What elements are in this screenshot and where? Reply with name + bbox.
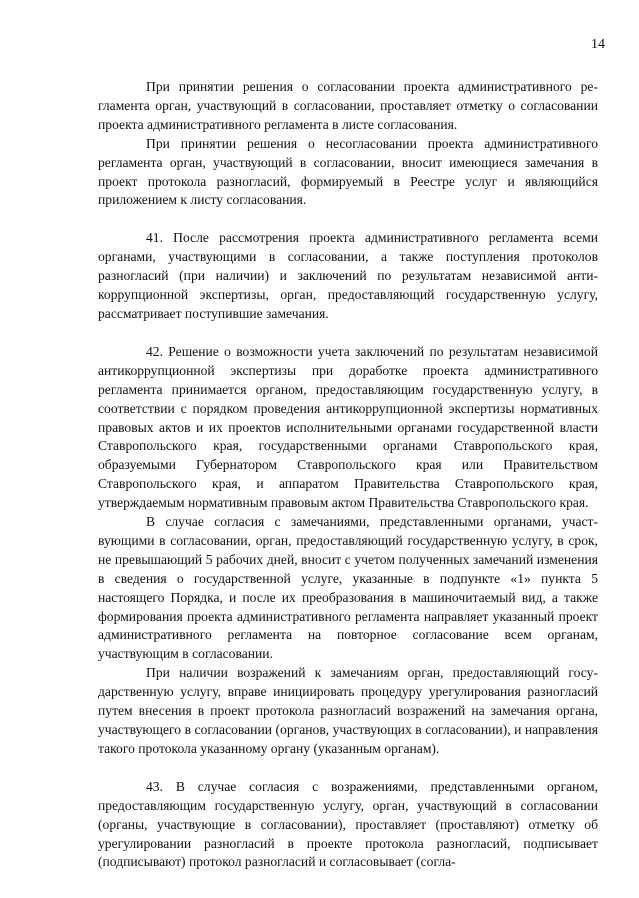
paragraph-gap: [98, 759, 598, 778]
paragraph-agreement-with-remarks: В случае согласия с замечаниями, представленными органами, участвующими в согласовании, орган, предоставляющий государственную услугу, в срок, не превышающий 5 рабочих дней, вносит с учетом полученных замечаний изменения в сведения о государственной услуге, указанные в подпункте «1» пункта 5 настоящего Порядка, и после их преобразования в машиночитаемый вид, а также формирования проекта административного регламента направляет указанный проект административного регламента на повторное согласование всем органам, участвующим в согласовании.: [98, 514, 598, 662]
paragraph-clause-41: 41. После рассмотрения проекта административного регламента всеми органами, участвующими в согласовании, а также поступления протоколов разногласий (при наличии) и заключений по результатам независимой антикоррупционной экспертизы, орган, предоставляющий государственную услугу, рассматривает поступившие замечания.: [98, 230, 598, 321]
paragraph-disapproval-decision: При принятии решения о несогласовании проекта административного регламента орган, участвующий в согласовании, вносит имеющиеся замечания в проект протокола разногласий, формируемый в Реестре услуг и являющийся приложением к листу согласования.: [98, 135, 598, 208]
paragraph-approval-decision: При принятии решения о согласовании проекта административного регламента орган, участвующий в согласовании, проставляет отметку о согласовании проекта административного регламента в листе согласования.: [98, 79, 598, 132]
page-number: 14: [591, 37, 605, 52]
paragraph-gap: [98, 324, 598, 343]
paragraph-objections: При наличии возражений к замечаниям орган, предоставляющий государственную услугу, вправе инициировать процедуру урегулирования разногласий путем внесения в проект протокола разногласий возражений на замечания органа, участвующего в согласовании (органов, участвующих в согласовании), и направления такого протокола указанному органу (указанным органам).: [98, 665, 598, 756]
paragraph-gap: [98, 210, 598, 229]
document-body: [98, 78, 598, 872]
paragraph-clause-42: 42. Решение о возможности учета заключений по результатам независимой антикоррупционной экспертизы при доработке проекта административного регламента принимается органом, предоставляющим государственную услугу, в соответствии с порядком проведения антикоррупционной экспертизы нормативных правовых актов и их проектов исполнительными органами государственной власти Ставропольского края, государственными органами Ставропольского края, образуемыми Губернатором Ставропольского края или Правительством Ставропольского края, и аппаратом Правительства Ставропольского края, утверждаемым нормативным правовым актом Правительства Ставропольского края.: [98, 343, 598, 511]
paragraph-clause-43: 43. В случае согласия с возражениями, представленными органом, предоставляющим государственную услугу, орган, участвующий в согласовании (органы, участвующие в согласовании), проставляет (проставляют) отметку об урегулировании разногласий в проекте протокола разногласий, подписывает (подписывают) протокол разногласий и согласовывает (согла-: [98, 778, 598, 870]
